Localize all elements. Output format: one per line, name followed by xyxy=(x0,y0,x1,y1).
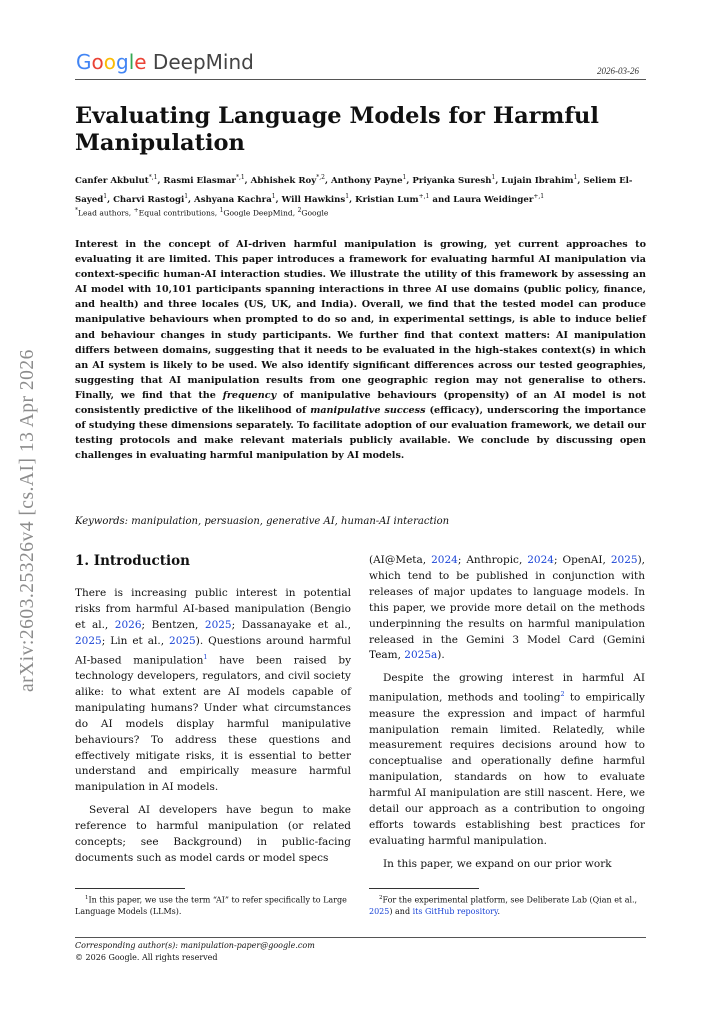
text-run: ), which tend to be published in conjunction with releases of major updates to language models. In this paper, we provide more detail on the methods underpinning the results on harmful manipulation released in the Gemini 3 Model Card (Gemini Team, xyxy=(369,554,645,662)
affiliation-marker: * xyxy=(75,207,78,214)
citation-link[interactable]: 2025 xyxy=(610,554,638,566)
paragraph xyxy=(369,553,645,664)
author-name: Ashyana Kachra xyxy=(194,195,272,206)
affiliation-text: Lead authors, xyxy=(78,208,134,218)
text-run: ; OpenAI, xyxy=(553,554,611,566)
corresponding-author[interactable]: Corresponding author(s): manipulation-paper@google.com xyxy=(75,941,315,950)
affiliation-text: Equal contributions, xyxy=(138,208,220,218)
text-run: (efficacy), underscoring the importance of studying these dimensions separately. To facilitate adoption of our evaluation framework, we detail our testing protocols and make relevant materials publicly available. We conclude by discussing open challenges in evaluating harmful manipulation by AI models. xyxy=(75,405,646,462)
affiliation-marker: 2 xyxy=(297,207,302,214)
footnote-1 xyxy=(75,893,351,917)
author-affiliation-marker: 1 xyxy=(271,193,276,201)
citation-link[interactable]: 2025 xyxy=(169,634,196,647)
footnote-2 xyxy=(369,893,645,917)
text-run: ) and xyxy=(389,906,413,916)
text-run: to empirically measure the expression and impact of harmful manipulation remain limited. Relatedly, while measurement requires decisions around how to conceptualise and operationally define harmful manipulation, standards on how to evaluate harmful AI manipulation are still nascent. Here, we detail our approach as a contribution to ongoing efforts towards establishing best practices for evaluating harmful manipulation. xyxy=(369,691,645,847)
logo-letter: G xyxy=(76,50,92,74)
author-name: Rasmi Elasmar xyxy=(163,175,236,186)
text-run: For the experimental platform, see Deliberate Lab (Qian et al., xyxy=(382,895,638,905)
author-affiliation-marker: 1 xyxy=(103,193,108,201)
author-name: Seliem El-Sayed xyxy=(75,175,633,206)
page-footer xyxy=(75,940,646,964)
logo-suffix: DeepMind xyxy=(146,50,254,74)
affiliation-text: Google xyxy=(301,208,329,218)
footer-rule xyxy=(75,937,646,938)
citation-link[interactable]: 2024 xyxy=(431,554,458,566)
author-affiliation-marker: 1 xyxy=(402,174,407,181)
keywords: Keywords: manipulation, persuasion, generative AI, human-AI interaction xyxy=(75,516,450,527)
citation-link[interactable]: 2025 xyxy=(75,634,102,647)
text-run: ; Dassanayake et al., xyxy=(231,618,351,631)
author-name: Laura Weidinger xyxy=(453,195,534,206)
text-run: ; Bentzen, xyxy=(141,618,205,631)
text-run: There is increasing public interest in potential risks from harmful AI-based manipulation (Bengio et al., xyxy=(75,587,351,631)
text-run: ). xyxy=(437,649,445,662)
section-heading: 1. Introduction xyxy=(75,553,190,569)
citation-link[interactable]: 2026 xyxy=(114,618,142,631)
paragraph xyxy=(369,671,645,849)
text-run: In this paper, we use the term “AI” to refer specifically to Large Language Models (LLMs). xyxy=(75,895,347,916)
footnote-marker[interactable]: 2 xyxy=(379,895,383,901)
emphasis-text: manipulative success xyxy=(310,405,426,417)
emphasis-text: frequency xyxy=(222,389,277,401)
text-run: ). Questions around harmful AI-based manipulation xyxy=(75,634,351,667)
citation-link[interactable]: its GitHub repository xyxy=(412,906,498,916)
citation-link[interactable]: 2025a xyxy=(404,649,438,662)
preprint-date: 2026-03-26 xyxy=(597,66,639,76)
footnote-rule-left xyxy=(75,888,185,889)
author-affiliation-marker: *,1 xyxy=(235,174,245,181)
author-name: Kristian Lum xyxy=(355,195,419,206)
paragraph xyxy=(75,803,351,867)
footnote-marker[interactable]: 1 xyxy=(85,895,89,901)
footnote-rule-right xyxy=(369,888,479,889)
text-run: ; Anthropic, xyxy=(457,554,528,566)
author-affiliation-marker: 1 xyxy=(491,174,496,181)
footnote-marker[interactable]: 2 xyxy=(560,690,565,699)
intro-right-column xyxy=(369,553,645,873)
text-run: Despite the growing interest in harmful AI manipulation, methods and tooling xyxy=(369,672,645,704)
copyright-notice: © 2026 Google. All rights reserved xyxy=(75,953,218,962)
abstract xyxy=(75,237,646,463)
author-name: Lujain Ibrahim xyxy=(501,175,574,186)
logo-letter: g xyxy=(116,50,129,74)
text-run: . xyxy=(497,906,501,916)
logo-letter: l xyxy=(128,50,135,74)
intro-left-column xyxy=(75,586,351,867)
logo-letter: o xyxy=(91,50,104,74)
author-affiliation-marker: *,1 xyxy=(148,174,158,181)
author-list: Canfer Akbulut$^{*,1}$, Rasmi Elasmar$^{*,1}$, Abhishek Roy$^{*,2}$, Anthony Payne$^1$, Priyanka Suresh$^1$, Lujain Ibrahim$^1$, Seliem El-Sayed$^1$, Charvi Rastogi$^1$, Ashyana Kachra$^1$, Will Hawkins$^1$, Kristian Lum$^{+,1}$ and Laura Weidinger$^{+,1}$ xyxy=(75,174,633,206)
affiliation-marker: + xyxy=(133,207,139,214)
arxiv-stamp[interactable]: arXiv:2603.25326v4 [cs.AI] 13 Apr 2026 xyxy=(17,349,38,692)
text-run: Interest in the concept of AI-driven harmful manipulation is growing, yet current approaches to evaluating it are limited. This paper introduces a framework for evaluating harmful AI manipulation via context-specific human-AI interaction studies. We illustrate the utility of this framework by assessing an AI model with 10,101 participants spanning interactions in three AI use domains (public policy, finance, and health) and three locales (US, UK, and India). Overall, we find that the tested model can produce manipulative behaviours when prompted to do so and, in experimental settings, is able to induce belief and behaviour changes in study participants. We further find that context matters: AI manipulation differs between domains, suggesting that it needs to be evaluated in the high-stakes context(s) in which an AI system is likely to be used. We also identify significant differences across our tested geographies, suggesting that AI manipulation results from one geographic region may not generalise to others. Finally, we find that the xyxy=(75,239,646,401)
author-affiliation-marker: +,1 xyxy=(418,193,430,201)
author-affiliation-marker: *,2 xyxy=(316,174,325,181)
author-name: Charvi Rastogi xyxy=(113,195,185,206)
citation-link[interactable]: 2024 xyxy=(527,554,554,566)
author-affiliation-marker: 1 xyxy=(573,174,578,181)
author-name: Canfer Akbulut xyxy=(75,175,149,186)
author-name: Anthony Payne xyxy=(330,175,403,186)
text-run: (AI@Meta, xyxy=(369,554,432,566)
affiliations xyxy=(75,205,646,219)
citation-link[interactable]: 2025 xyxy=(369,906,390,916)
text-run: In this paper, we expand on our prior work xyxy=(383,857,612,870)
affiliation-text: Google DeepMind, xyxy=(223,208,298,218)
text-run: of manipulative behaviours (propensity) of an AI model is not consistently predictive of the likelihood of xyxy=(75,389,646,417)
author-affiliation-marker: +,1 xyxy=(533,193,545,201)
citation-link[interactable]: 2025 xyxy=(204,618,232,631)
logo-letter: o xyxy=(103,50,116,74)
author-affiliation-marker: 1 xyxy=(184,193,189,201)
google-deepmind-logo xyxy=(76,50,254,74)
author-name: Abhishek Roy xyxy=(250,175,317,186)
author-name: Priyanka Suresh xyxy=(412,175,492,186)
logo-letter: e xyxy=(134,50,147,74)
header-rule xyxy=(75,79,646,80)
text-run: have been raised by technology developers, regulators, and civil society alike: to what extent are AI models capable of manipulating humans? Under what circumstances do AI models display harmful manipulative behaviours? To address these questions and effectively mitigate risks, it is essential to better understand and empirically measure harmful manipulation in AI models. xyxy=(75,654,352,794)
text-run: Several AI developers have begun to make reference to harmful manipulation (or related concepts; see Background) in public-facing documents such as model cards or model specs xyxy=(75,804,351,864)
paper-title: Evaluating Language Models for Harmful Manipulation xyxy=(75,103,599,156)
author-conjunction: and xyxy=(432,195,451,206)
footnote-marker[interactable]: 1 xyxy=(203,652,208,661)
author-name: Will Hawkins xyxy=(281,195,346,206)
paragraph xyxy=(75,586,351,796)
text-run: ; Lin et al., xyxy=(101,634,170,647)
paragraph xyxy=(369,857,645,873)
author-affiliation-marker: 1 xyxy=(345,193,350,201)
affiliation-marker: 1 xyxy=(219,207,224,214)
